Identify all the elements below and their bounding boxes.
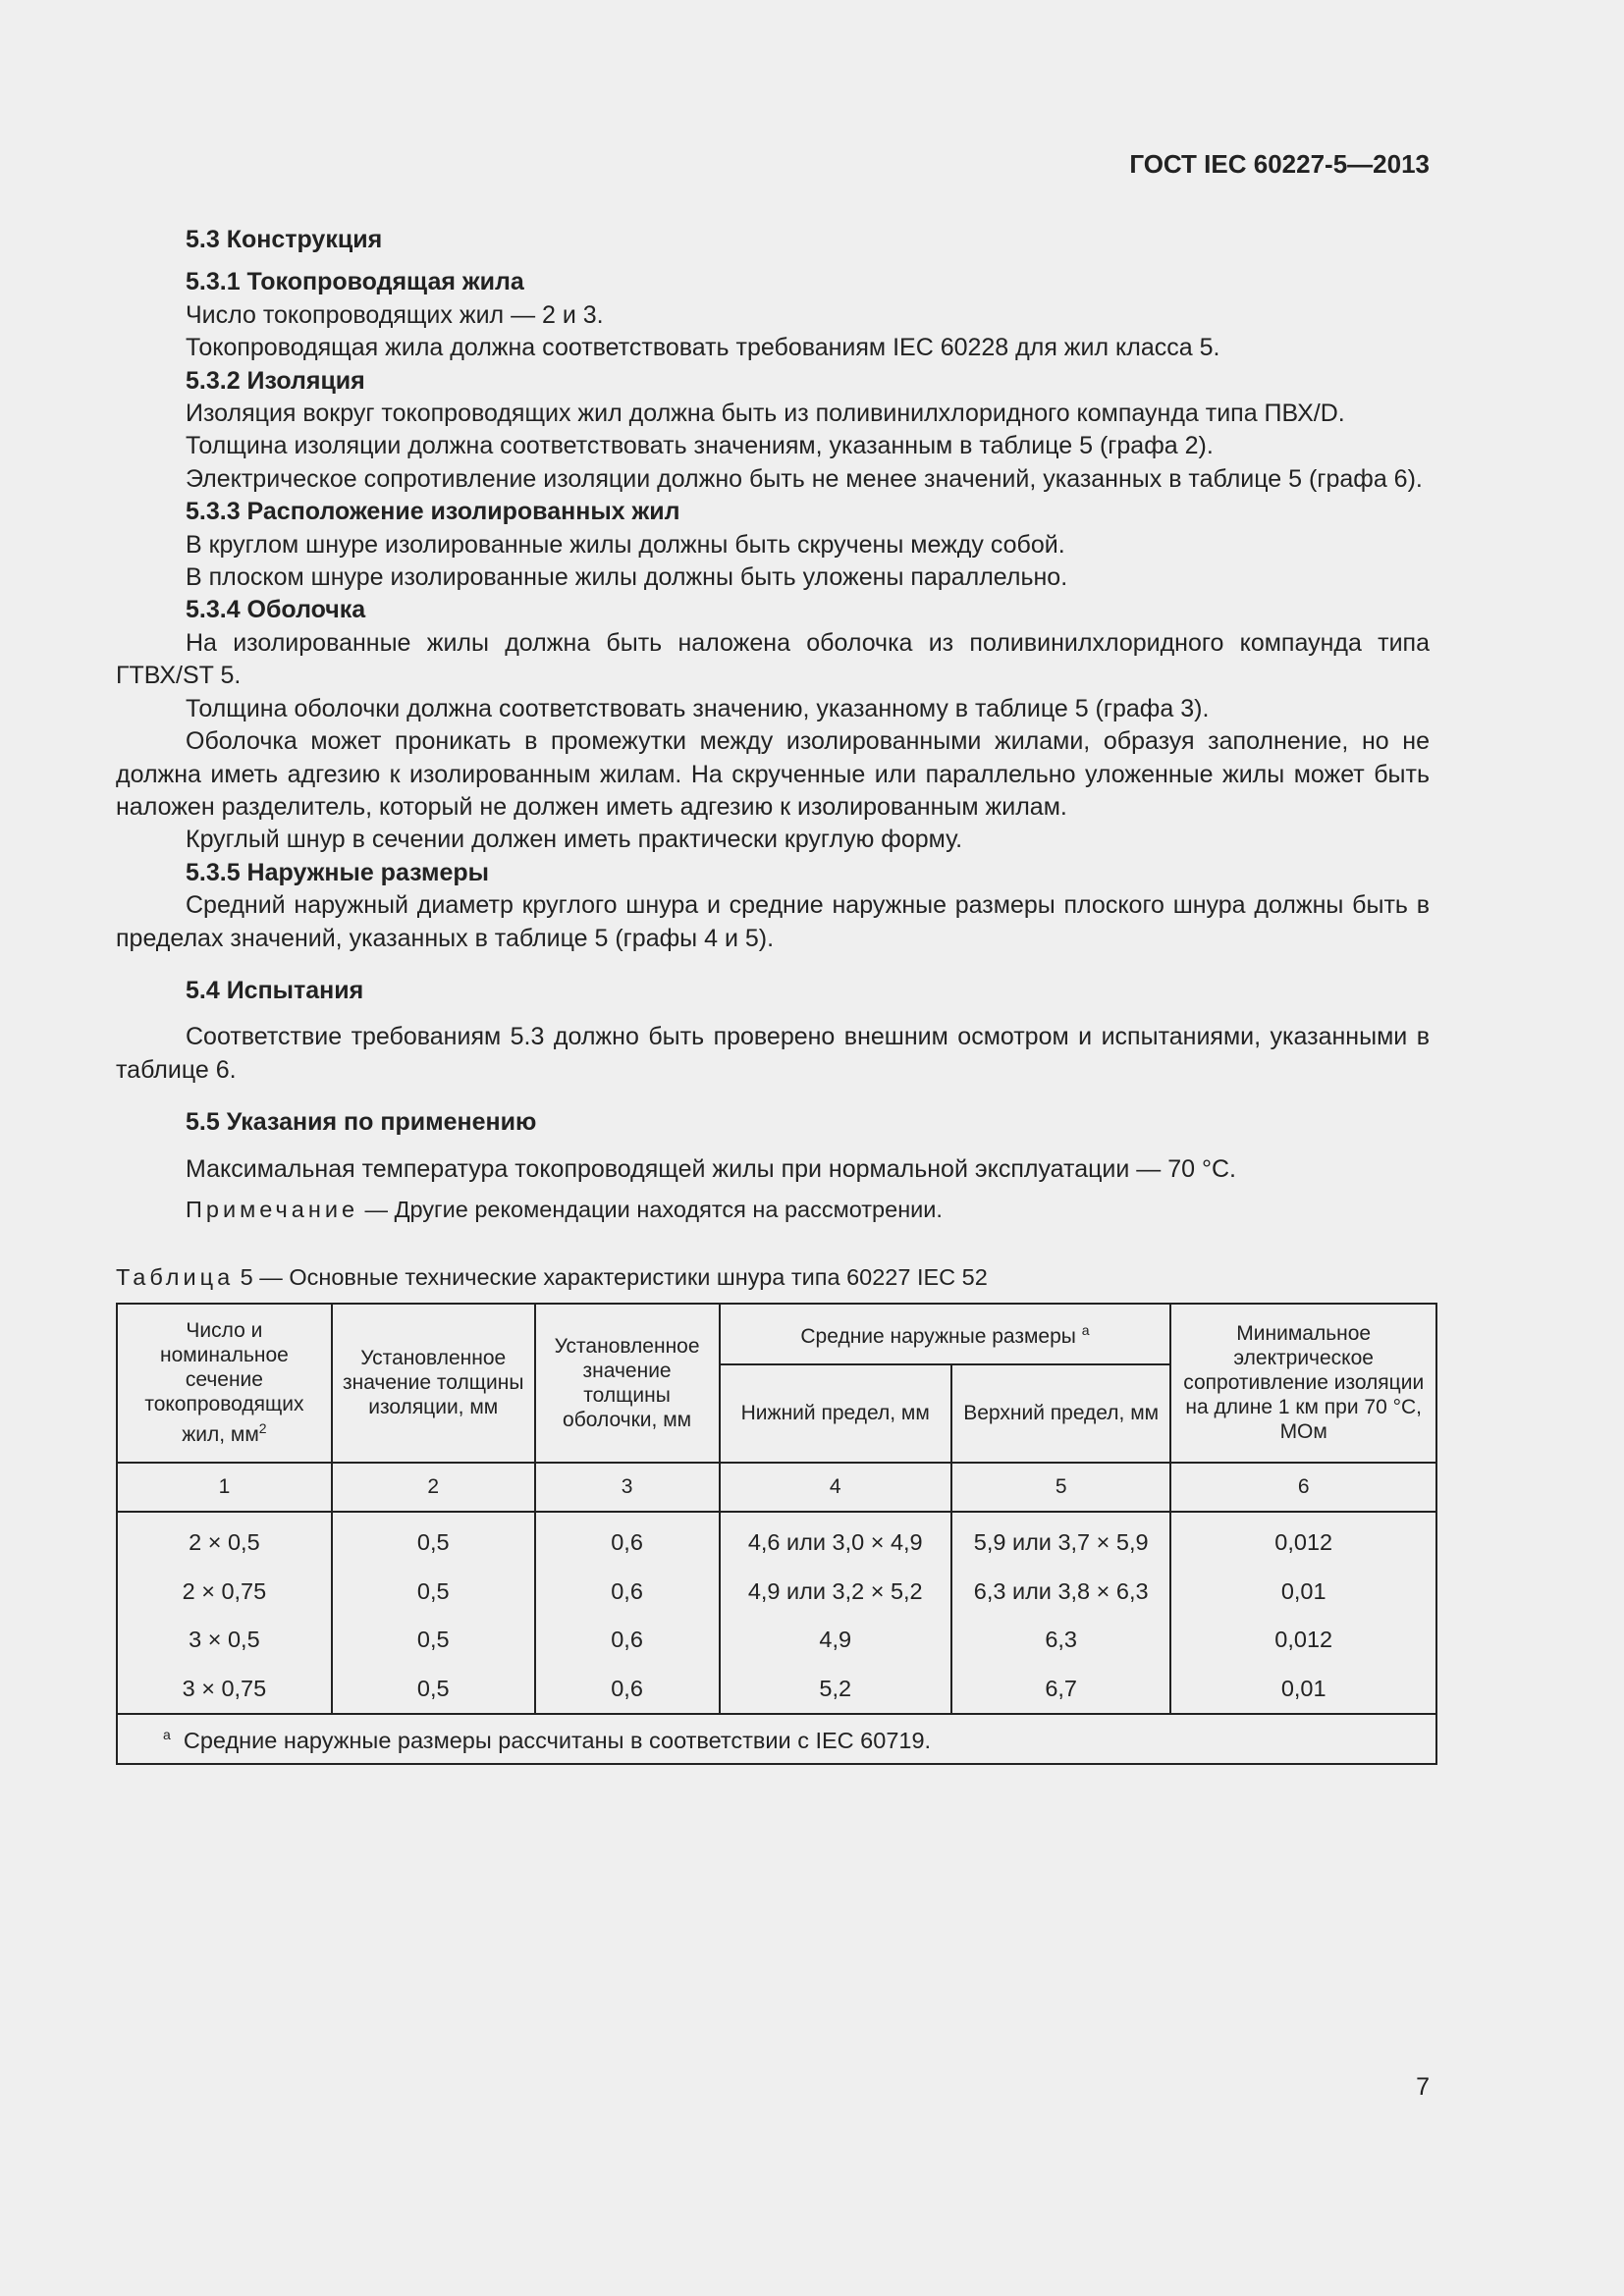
table-cell: 2 × 0,5 [117, 1512, 332, 1568]
paragraph: В плоском шнуре изолированные жилы должны быть уложены параллельно. [186, 563, 1068, 592]
paragraph: В круглом шнуре изолированные жилы должны быть скручены между собой. [186, 530, 1065, 559]
header-text: Число и номинальное сечение токопроводящих жил, мм [144, 1319, 304, 1447]
table-row [117, 1512, 1436, 1568]
column-number: 5 [951, 1463, 1170, 1512]
paragraph: На изолированные жилы должна быть наложена оболочка из поливинилхлоридного компаунда типа ГТВХ/ST 5. [116, 628, 1430, 690]
paragraph: Толщина изоляции должна соответствовать значениям, указанным в таблице 5 (графа 2). [186, 432, 1214, 460]
page-number: 7 [1416, 2073, 1430, 2101]
paragraph: Толщина оболочки должна соответствовать значению, указанному в таблице 5 (графа 3). [186, 694, 1210, 722]
table-cell: 3 × 0,75 [117, 1664, 332, 1714]
table-cell: 6,7 [951, 1664, 1170, 1714]
section-5-3-4-title: 5.3.4 Оболочка [186, 596, 366, 624]
paragraph: Средний наружный диаметр круглого шнура и средние наружные размеры плоского шнура должны быть в пределах значений, указанных в таблице 5 (графы 4 и 5). [116, 891, 1430, 952]
paragraph: Круглый шнур в сечении должен иметь практически круглую форму. [186, 826, 963, 854]
header-superscript: а [1081, 1322, 1090, 1339]
table-cell: 2 × 0,75 [117, 1567, 332, 1616]
table-row [117, 1664, 1436, 1714]
section-5-3-title: 5.3 Конструкция [186, 226, 383, 253]
characteristics-table [116, 1303, 1437, 1765]
table-cell: 4,9 [720, 1616, 951, 1665]
paragraph: Токопроводящая жила должна соответствовать требованиям IEC 60228 для жил класса 5. [186, 334, 1220, 362]
footnote-text: Средние наружные размеры рассчитаны в соответствии с IEC 60719. [183, 1727, 932, 1753]
table-cell: 0,6 [535, 1664, 720, 1714]
table-header-cell: Нижний предел, мм [720, 1364, 951, 1463]
section-5-3-1-title: 5.3.1 Токопроводящая жила [186, 268, 524, 296]
document-body [116, 224, 1430, 1765]
note-text: — Другие рекомендации находятся на рассмотрении. [358, 1196, 943, 1222]
header-superscript: 2 [258, 1420, 267, 1437]
table-header-cell: Верхний предел, мм [951, 1364, 1170, 1463]
table-caption-label: Таблица [116, 1264, 235, 1291]
table-cell: 0,6 [535, 1567, 720, 1616]
table-cell: 0,5 [332, 1664, 535, 1714]
paragraph: Электрическое сопротивление изоляции должно быть не менее значений, указанных в таблице 5 (графа 6). [186, 464, 1423, 493]
table-header-cell: Минимальное электрическое сопротивление изоляции на длине 1 км при 70 °С, МОм [1170, 1304, 1436, 1463]
table-cell: 6,3 или 3,8 × 6,3 [951, 1567, 1170, 1616]
table-cell: 0,012 [1170, 1512, 1436, 1568]
column-number: 3 [535, 1463, 720, 1512]
table-cell: 0,5 [332, 1616, 535, 1665]
table-cell: 0,5 [332, 1567, 535, 1616]
table-caption-text: 5 — Основные технические характеристики шнура типа 60227 IEC 52 [234, 1264, 988, 1291]
table-cell: 0,5 [332, 1512, 535, 1568]
section-5-3-5-title: 5.3.5 Наружные размеры [186, 858, 489, 886]
table-cell: 0,01 [1170, 1567, 1436, 1616]
note-label: Примечание [186, 1196, 359, 1222]
paragraph: Число токопроводящих жил — 2 и 3. [186, 300, 604, 329]
document-id-header: ГОСТ IEC 60227-5—2013 [1129, 149, 1430, 179]
table-header-cell: Установленное значение толщины оболочки, мм [535, 1304, 720, 1463]
paragraph: Максимальная температура токопроводящей жилы при нормальной эксплуатации — 70 °С. [186, 1154, 1236, 1183]
table-cell: 5,9 или 3,7 × 5,9 [951, 1512, 1170, 1568]
table-cell: 0,01 [1170, 1664, 1436, 1714]
column-number: 1 [117, 1463, 332, 1512]
section-5-3-3-title: 5.3.3 Расположение изолированных жил [186, 498, 680, 526]
table-caption [116, 1261, 1430, 1294]
paragraph: Соответствие требованиям 5.3 должно быть проверено внешним осмотром и испытаниями, указанными в таблице 6. [116, 1023, 1430, 1084]
table-cell: 3 × 0,5 [117, 1616, 332, 1665]
table-header-cell: Установленное значение толщины изоляции, мм [332, 1304, 535, 1463]
column-number: 4 [720, 1463, 951, 1512]
table-cell: 0,6 [535, 1512, 720, 1568]
paragraph: Изоляция вокруг токопроводящих жил должна быть из поливинилхлоридного компаунда типа ПВХ/D. [186, 400, 1345, 428]
section-5-5-title: 5.5 Указания по применению [186, 1108, 537, 1137]
section-5-3-2-title: 5.3.2 Изоляция [186, 366, 365, 395]
table-row [117, 1567, 1436, 1616]
header-text: Средние наружные размеры [800, 1325, 1076, 1349]
note [116, 1194, 1430, 1226]
table-cell: 5,2 [720, 1664, 951, 1714]
table-header-cell [117, 1304, 332, 1463]
table-cell: 0,6 [535, 1616, 720, 1665]
table-cell: 4,9 или 3,2 × 5,2 [720, 1567, 951, 1616]
section-5-4-title: 5.4 Испытания [186, 976, 364, 1004]
column-number: 6 [1170, 1463, 1436, 1512]
table-header-cell [720, 1304, 1171, 1364]
table-cell: 6,3 [951, 1616, 1170, 1665]
footnote-mark: а [163, 1726, 171, 1742]
column-number: 2 [332, 1463, 535, 1512]
table-footnote [117, 1714, 1436, 1764]
table-cell: 0,012 [1170, 1616, 1436, 1665]
table-cell: 4,6 или 3,0 × 4,9 [720, 1512, 951, 1568]
table-row [117, 1616, 1436, 1665]
paragraph: Оболочка может проникать в промежутки между изолированными жилами, образуя заполнение, но не должна иметь адгезию к изолированным жилам. На скрученные или параллельно уложенные жилы может быть наложен разделитель, который не должен иметь адгезию к изолированным жилам. [116, 727, 1430, 821]
